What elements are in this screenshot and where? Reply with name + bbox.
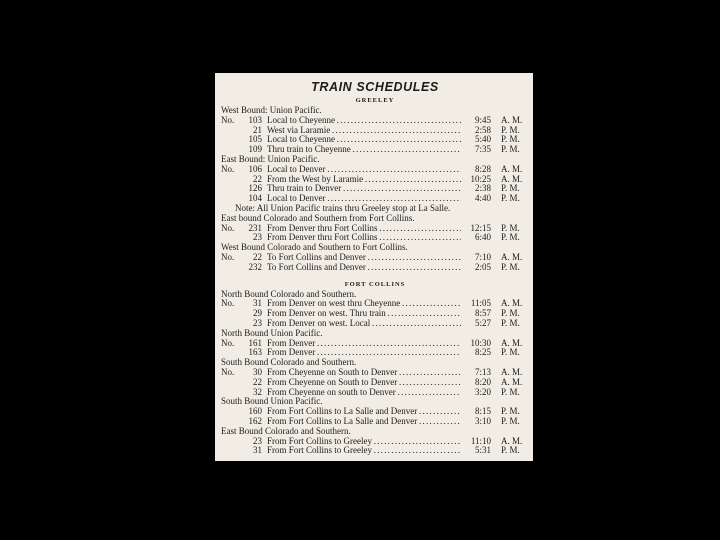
train-time: 5:31 (474, 445, 491, 456)
time-meridiem: P. M. (501, 415, 520, 426)
train-description: Local to Cheyenne . . . (267, 135, 461, 145)
row-prefix: No. (221, 337, 235, 348)
train-description: From Denver . . . (267, 339, 461, 349)
row-prefix (221, 263, 242, 273)
time-meridiem: A. M. (501, 251, 523, 262)
train-number: 22 (253, 376, 262, 387)
train-number: 31 (253, 445, 262, 456)
time-meridiem: P. M. (501, 445, 520, 456)
train-time: 8:28 (474, 163, 491, 174)
row-prefix (221, 407, 242, 417)
train-number: 104 (248, 193, 262, 204)
train-number: 22 (253, 173, 262, 184)
train-time: 5:40 (474, 134, 491, 145)
schedule-section (221, 273, 529, 457)
train-time: 5:27 (474, 317, 491, 328)
row-prefix (221, 184, 242, 194)
time-meridiem: A. M. (501, 366, 523, 377)
train-time: 10:25 (470, 173, 491, 184)
row-prefix: No. (221, 366, 235, 377)
train-number: 161 (248, 337, 262, 348)
time-meridiem: A. M. (501, 337, 523, 348)
train-number: 162 (248, 415, 262, 426)
train-number: 106 (248, 163, 262, 174)
train-description: From Fort Collins to La Salle and Denver . . . (267, 407, 461, 417)
train-time: 7:10 (474, 251, 491, 262)
train-number: 21 (253, 124, 262, 135)
row-prefix: No. (221, 114, 235, 125)
train-number: 22 (253, 251, 262, 262)
train-description: To Fort Collins and Denver . . . (267, 263, 461, 273)
group-header: South Bound Colorado and Southern. (221, 357, 357, 368)
group-header: West Bound Colorado and Southern to Fort Collins. (221, 242, 408, 253)
train-description: Thru train to Denver . . . (267, 184, 461, 194)
section-heading: GREELEY (355, 97, 395, 104)
train-number: 126 (248, 183, 262, 194)
time-meridiem: A. M. (501, 435, 523, 446)
train-description: From Denver on west. Local . . . (267, 319, 461, 329)
train-time: 6:40 (474, 232, 491, 243)
time-meridiem: P. M. (501, 134, 520, 145)
train-time: 11:10 (470, 435, 491, 446)
schedule-row (221, 446, 529, 456)
train-number: 109 (248, 144, 262, 155)
train-number: 23 (253, 232, 262, 243)
row-prefix: No. (221, 251, 235, 262)
page-title: TRAIN SCHEDULES (311, 80, 439, 94)
time-meridiem: A. M. (501, 173, 523, 184)
schedule-page (215, 73, 533, 461)
schedule-section (221, 96, 529, 273)
time-meridiem: P. M. (501, 183, 520, 194)
time-meridiem: P. M. (501, 222, 520, 233)
train-time: 2:38 (474, 183, 491, 194)
train-description: Local to Cheyenne . . . (267, 116, 461, 126)
train-number: 23 (253, 317, 262, 328)
time-meridiem: P. M. (501, 144, 520, 155)
row-prefix (221, 126, 242, 136)
train-description: Local to Denver . . . (267, 165, 461, 175)
train-time: 12:15 (470, 222, 491, 233)
train-number: 23 (253, 435, 262, 446)
train-time: 3:20 (474, 386, 491, 397)
row-prefix (221, 175, 242, 185)
row-prefix: No. (221, 298, 235, 309)
train-number: 103 (248, 114, 262, 125)
time-meridiem: P. M. (501, 406, 520, 417)
train-description: From Denver on west. Thru train . . . (267, 309, 461, 319)
time-meridiem: P. M. (501, 317, 520, 328)
row-prefix: No. (221, 163, 235, 174)
train-time: 8:15 (474, 406, 491, 417)
train-description: From Denver thru Fort Collins . . . (267, 224, 461, 234)
train-number: 29 (253, 308, 262, 319)
train-time: 7:35 (474, 144, 491, 155)
train-time: 8:57 (474, 308, 491, 319)
train-description: From Denver thru Fort Collins . . . (267, 233, 461, 243)
group-header: North Bound Colorado and Southern. (221, 288, 357, 299)
group-header: West Bound: Union Pacific. (221, 105, 322, 115)
train-time: 11:05 (470, 298, 491, 309)
time-meridiem: A. M. (501, 114, 523, 125)
train-time: 2:05 (474, 261, 491, 272)
row-prefix (221, 446, 242, 456)
train-number: 31 (253, 298, 262, 309)
time-meridiem: P. M. (501, 232, 520, 243)
train-description: From the West by Laramie . . . (267, 175, 461, 185)
train-time: 4:40 (474, 193, 491, 204)
train-description: From Cheyenne on south to Denver . . . (267, 388, 461, 398)
train-number: 160 (248, 406, 262, 417)
time-meridiem: P. M. (501, 308, 520, 319)
train-description: Thru train to Cheyenne . . . (267, 145, 461, 155)
train-description: West via Laramie . . . (267, 126, 461, 136)
train-number: 231 (248, 222, 262, 233)
row-prefix (221, 309, 242, 319)
group-header: East Bound: Union Pacific. (221, 153, 320, 164)
train-time: 8:25 (474, 347, 491, 358)
train-description: From Fort Collins to La Salle and Denver . . . (267, 417, 461, 427)
train-description: From Denver on west thru Cheyenne . . . (267, 299, 461, 309)
schedule-sections (221, 96, 529, 456)
train-description: From Fort Collins to Greeley . . . (267, 446, 461, 456)
train-number: 32 (253, 386, 262, 397)
train-time: 2:58 (474, 124, 491, 135)
train-time: 8:20 (474, 376, 491, 387)
train-description: From Denver . . . (267, 348, 461, 358)
row-prefix: No. (221, 222, 235, 233)
group-header: South Bound Union Pacific. (221, 396, 323, 407)
row-prefix (221, 437, 242, 447)
train-description: To Fort Collins and Denver . . . (267, 253, 461, 263)
section-heading: FORT COLLINS (344, 280, 406, 288)
train-description: From Cheyenne on South to Denver . . . (267, 378, 461, 388)
train-time: 9:45 (474, 114, 491, 125)
time-meridiem: P. M. (501, 124, 520, 135)
train-time: 7:13 (474, 366, 491, 377)
train-time: 3:10 (474, 415, 491, 426)
time-meridiem: P. M. (501, 386, 520, 397)
time-meridiem: P. M. (501, 261, 520, 272)
train-number: 105 (248, 134, 262, 145)
schedule-row (221, 263, 529, 273)
group-header: North Bound Union Pacific. (221, 327, 323, 338)
train-description: From Fort Collins to Greeley . . . (267, 437, 461, 447)
group-header: East bound Colorado and Southern from Fort Collins. (221, 212, 415, 223)
train-number: 232 (248, 261, 262, 272)
row-prefix (221, 378, 242, 388)
train-description: From Cheyenne on South to Denver . . . (267, 368, 461, 378)
train-description: Local to Denver . . . (267, 194, 461, 204)
section-spacer (221, 273, 529, 280)
time-meridiem: P. M. (501, 347, 520, 358)
time-meridiem: A. M. (501, 163, 523, 174)
time-meridiem: A. M. (501, 376, 523, 387)
time-meridiem: A. M. (501, 298, 523, 309)
time-meridiem: P. M. (501, 193, 520, 204)
row-prefix (221, 135, 242, 145)
group-header: East Bound Colorado and Southern. (221, 425, 351, 436)
train-number: 30 (253, 366, 262, 377)
train-number: 163 (248, 347, 262, 358)
train-time: 10:30 (470, 337, 491, 348)
schedule-note: Note: All Union Pacific trains thru Greeley stop at La Salle. (235, 202, 451, 213)
